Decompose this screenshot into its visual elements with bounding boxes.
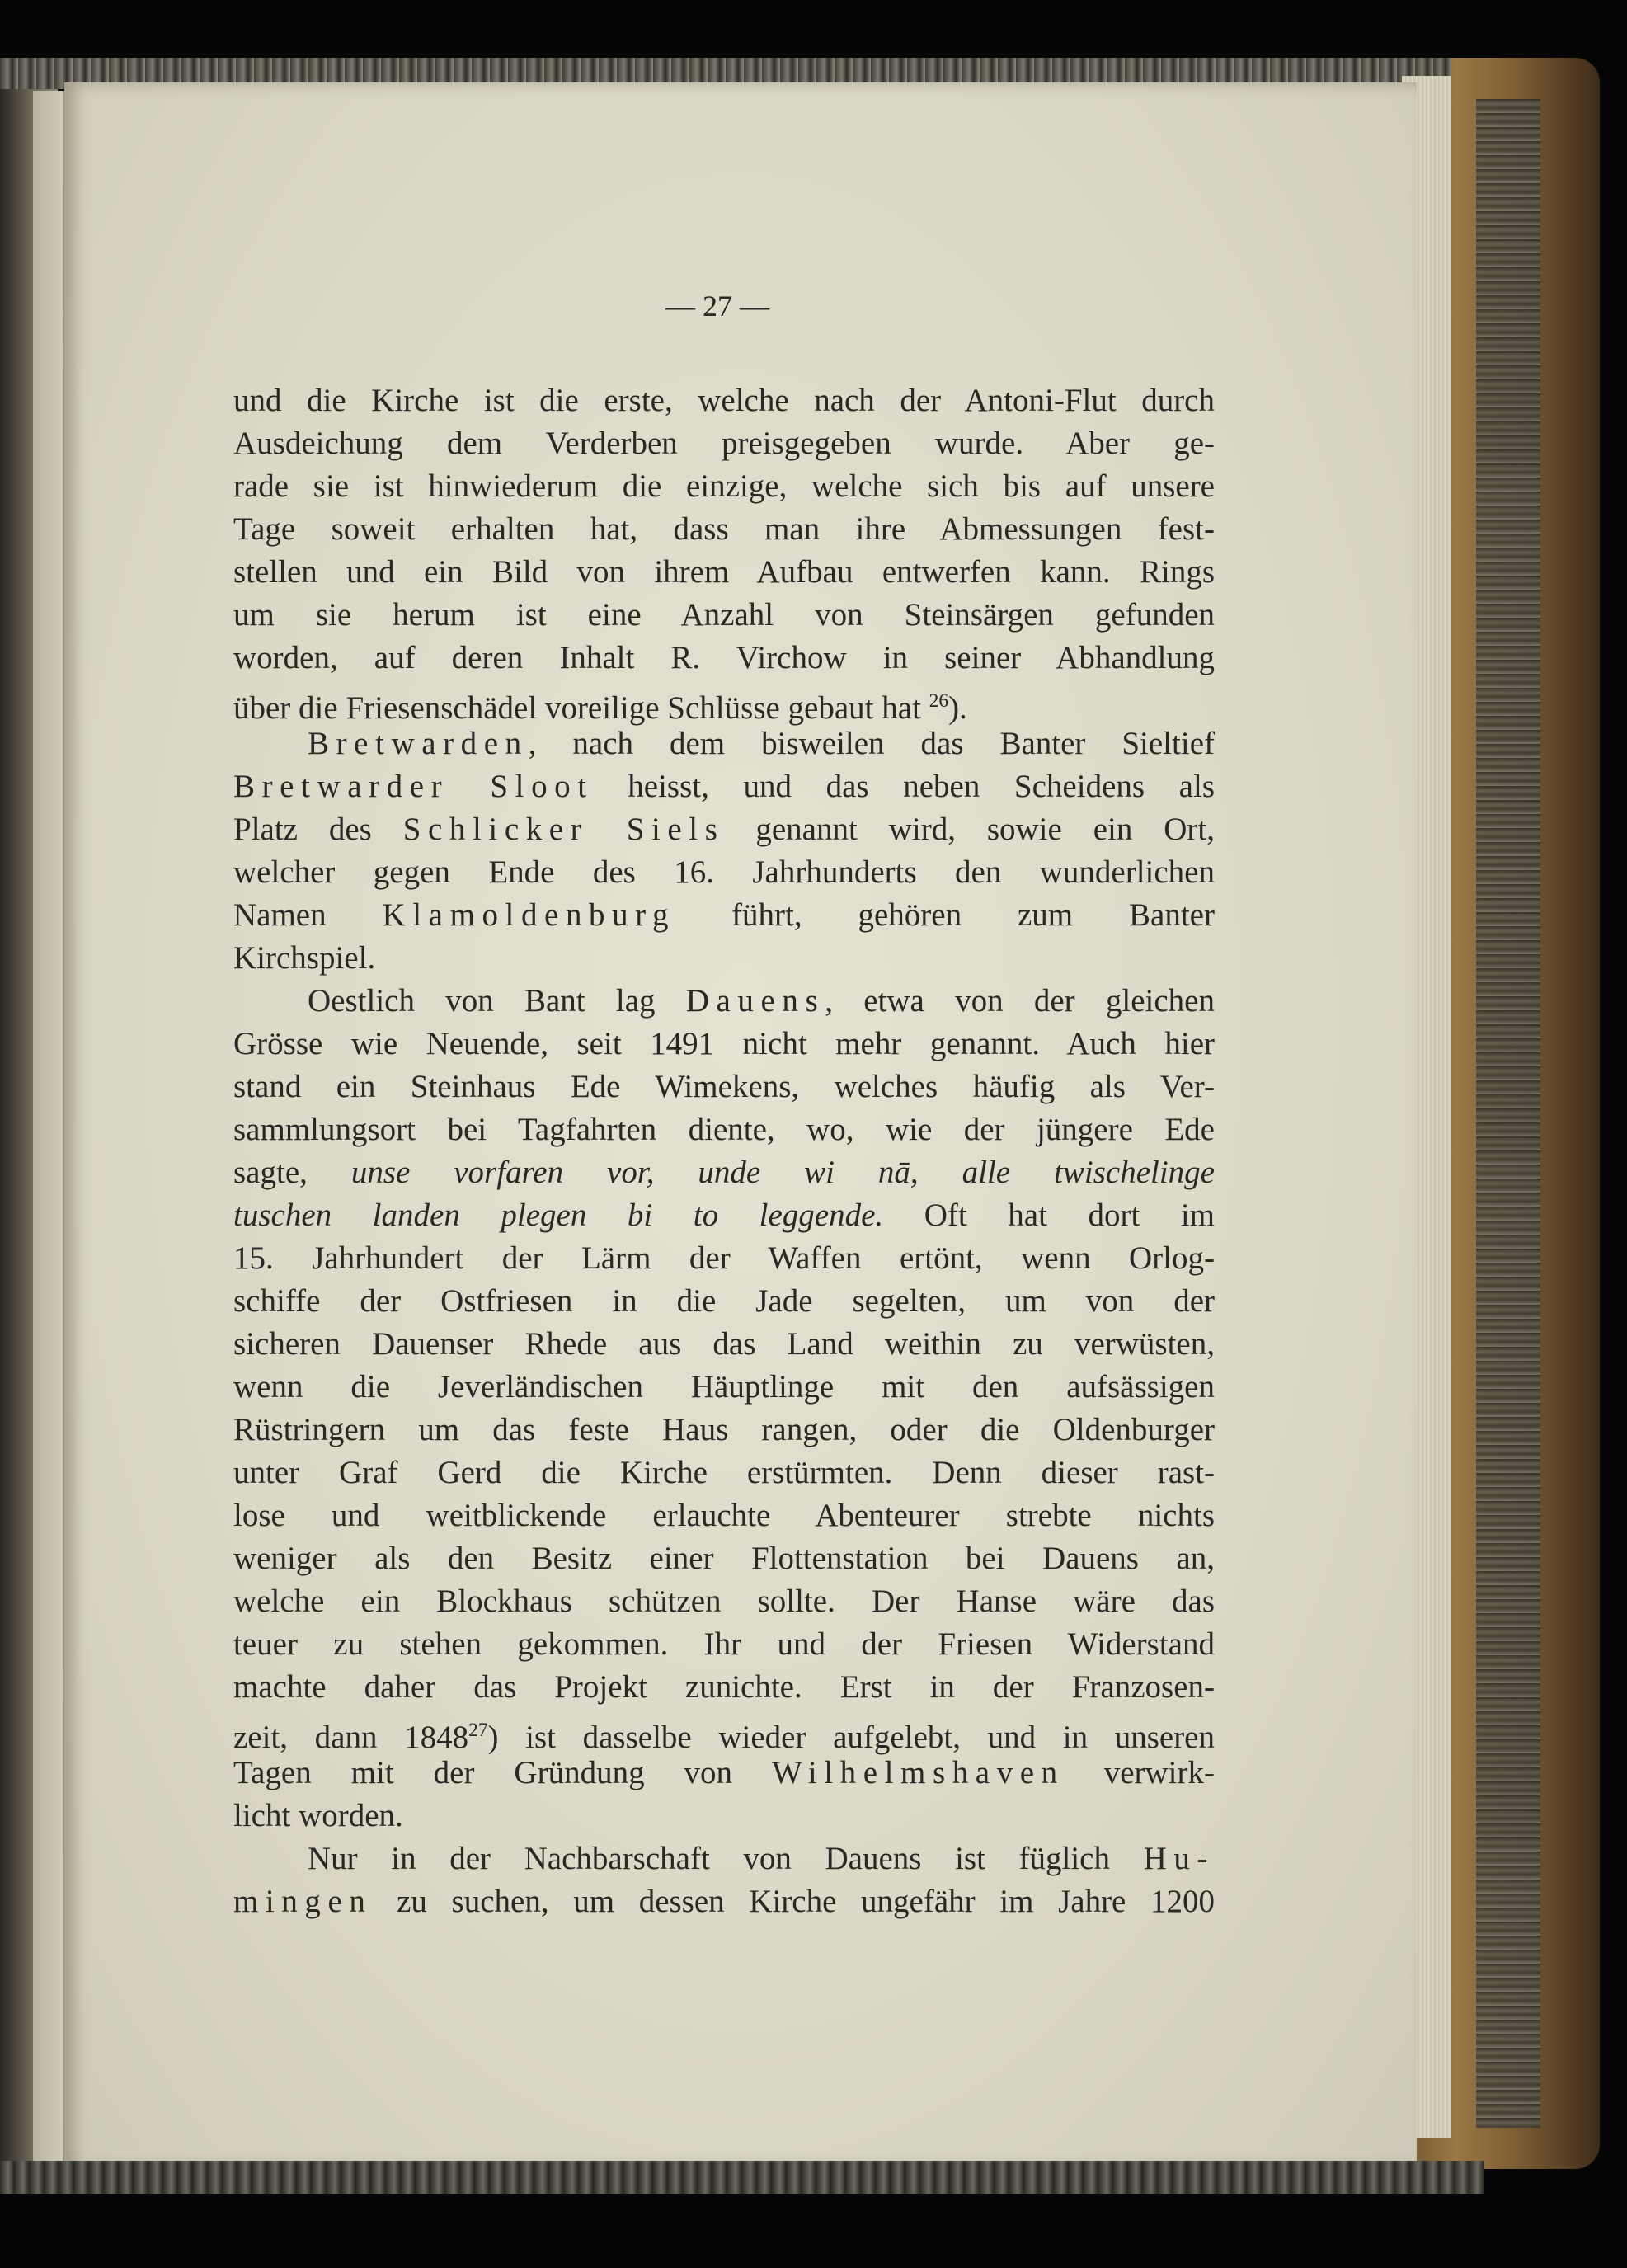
line-text: sagte,	[233, 1155, 351, 1190]
text-line: machte daher das Projekt zunichte. Erst in der Franzosen-	[233, 1669, 1215, 1705]
line-text: heisst, und das neben Scheidens als	[593, 769, 1216, 804]
text-line: wenn die Jeverländischen Häuptlinge mit den aufsässigen	[233, 1369, 1215, 1405]
text-line: schiffe der Ostfriesen in die Jade segelten, um von der	[233, 1283, 1215, 1319]
text-line: um sie herum ist eine Anzahl von Steinsärgen gefunden	[233, 597, 1215, 633]
footnote-ref: 27	[468, 1720, 488, 1741]
text-line: Grösse wie Neuende, seit 1491 nicht mehr genannt. Auch hier	[233, 1026, 1215, 1061]
text-line	[233, 808, 1215, 851]
spaced-name: mingen	[233, 1884, 373, 1919]
text-line: Tage soweit erhalten hat, dass man ihre Abmessungen fest-	[233, 511, 1215, 547]
page-number: — 27 —	[665, 289, 769, 322]
text-line: welche ein Blockhaus schützen sollte. Der Hanse wäre das	[233, 1583, 1215, 1619]
text-line: sammlungsort bei Tagfahrten diente, wo, wie der jüngere Ede	[233, 1112, 1215, 1147]
line-text: führt, gehören zum Banter	[675, 897, 1215, 933]
text-line: und die Kirche ist die erste, welche nach der Antoni-Flut durch	[233, 383, 1215, 418]
spaced-name: Bretwarden	[308, 726, 529, 761]
italic-quote: tuschen landen plegen bi to leggende.	[233, 1198, 884, 1233]
text-line	[233, 1151, 1215, 1194]
text-line	[233, 894, 1215, 937]
text-line	[233, 1752, 1215, 1795]
line-text: zeit, dann 1848	[233, 1720, 469, 1756]
spaced-name: Klamoldenburg	[382, 897, 676, 933]
line-text: verwirk-	[1064, 1755, 1215, 1790]
spaced-name: Bretwarder Sloot	[233, 769, 594, 804]
line-text: über die Friesenschädel voreilige Schlüsse gebaut hat	[233, 690, 929, 727]
cover-marbled-edge	[1476, 99, 1540, 2128]
text-line	[233, 680, 1215, 727]
bottom-binding	[0, 2161, 1484, 2194]
text-line	[233, 1880, 1215, 1923]
text-line	[233, 1194, 1215, 1237]
footnote-ref: 26	[929, 690, 949, 712]
text-line: Ausdeichung dem Verderben preisgegeben wurde. Aber ge-	[233, 426, 1215, 461]
spaced-name: Wilhelmshaven	[772, 1755, 1065, 1790]
line-text: zu suchen, um dessen Kirche ungefähr im Jahre 1200	[372, 1884, 1215, 1919]
facing-page-edge	[33, 91, 64, 2177]
line-text: Namen	[233, 897, 383, 933]
line-text: Tagen mit der Gründung von	[233, 1755, 772, 1790]
text-line	[233, 1837, 1215, 1880]
text-line: stellen und ein Bild von ihrem Aufbau entwerfen kann. Rings	[233, 554, 1215, 590]
spaced-name: Dauens	[685, 983, 825, 1019]
line-text: ) ist dasselbe wieder aufgelebt, und in unseren	[487, 1720, 1215, 1756]
text-line	[233, 722, 1215, 765]
text-line: lose und weitblickende erlauchte Abenteurer strebte nichts	[233, 1498, 1215, 1533]
text-line: Rüstringern um das feste Haus rangen, oder die Oldenburger	[233, 1412, 1215, 1447]
spaced-name: Schlicker Siels	[402, 812, 725, 847]
line-text: , nach dem bisweilen das Banter Sieltief	[528, 726, 1215, 761]
text-line: Kirchspiel.	[233, 940, 376, 976]
text-line	[233, 980, 1215, 1023]
text-line	[233, 1709, 1215, 1756]
text-line: sicheren Dauenser Rhede aus das Land weithin zu verwüsten,	[233, 1326, 1215, 1362]
line-text: Oestlich von Bant lag	[308, 983, 686, 1019]
text-line: stand ein Steinhaus Ede Wimekens, welches häufig als Ver-	[233, 1069, 1215, 1104]
text-line	[233, 765, 1215, 808]
text-line: licht worden.	[233, 1798, 403, 1833]
text-line: weniger als den Besitz einer Flottenstation bei Dauens an,	[233, 1541, 1215, 1576]
line-text: Platz des	[233, 812, 403, 847]
body-text	[233, 379, 1215, 1923]
text-line: worden, auf deren Inhalt R. Virchow in seiner Abhandlung	[233, 640, 1215, 675]
italic-quote: unse vorfaren vor, unde wi nā, alle twischelinge	[350, 1155, 1215, 1190]
text-line: welcher gegen Ende des 16. Jahrhunderts den wunderlichen	[233, 854, 1215, 890]
text-line: 15. Jahrhundert der Lärm der Waffen ertönt, wenn Orlog-	[233, 1240, 1215, 1276]
line-text: , etwa von der gleichen	[825, 983, 1215, 1019]
line-text: ).	[948, 690, 967, 727]
line-text: Nur in der Nachbarschaft von Dauens ist füglich	[308, 1841, 1144, 1876]
text-line: rade sie ist hinwiederum die einzige, welche sich bis auf unsere	[233, 468, 1215, 504]
line-text: genannt wird, sowie ein Ort,	[724, 812, 1215, 847]
line-text: Oft hat dort im	[883, 1198, 1215, 1233]
text-line: unter Graf Gerd die Kirche erstürmten. Denn dieser rast-	[233, 1455, 1215, 1490]
spaced-name: Hu-	[1143, 1841, 1215, 1876]
text-line: teuer zu stehen gekommen. Ihr und der Friesen Widerstand	[233, 1626, 1215, 1662]
